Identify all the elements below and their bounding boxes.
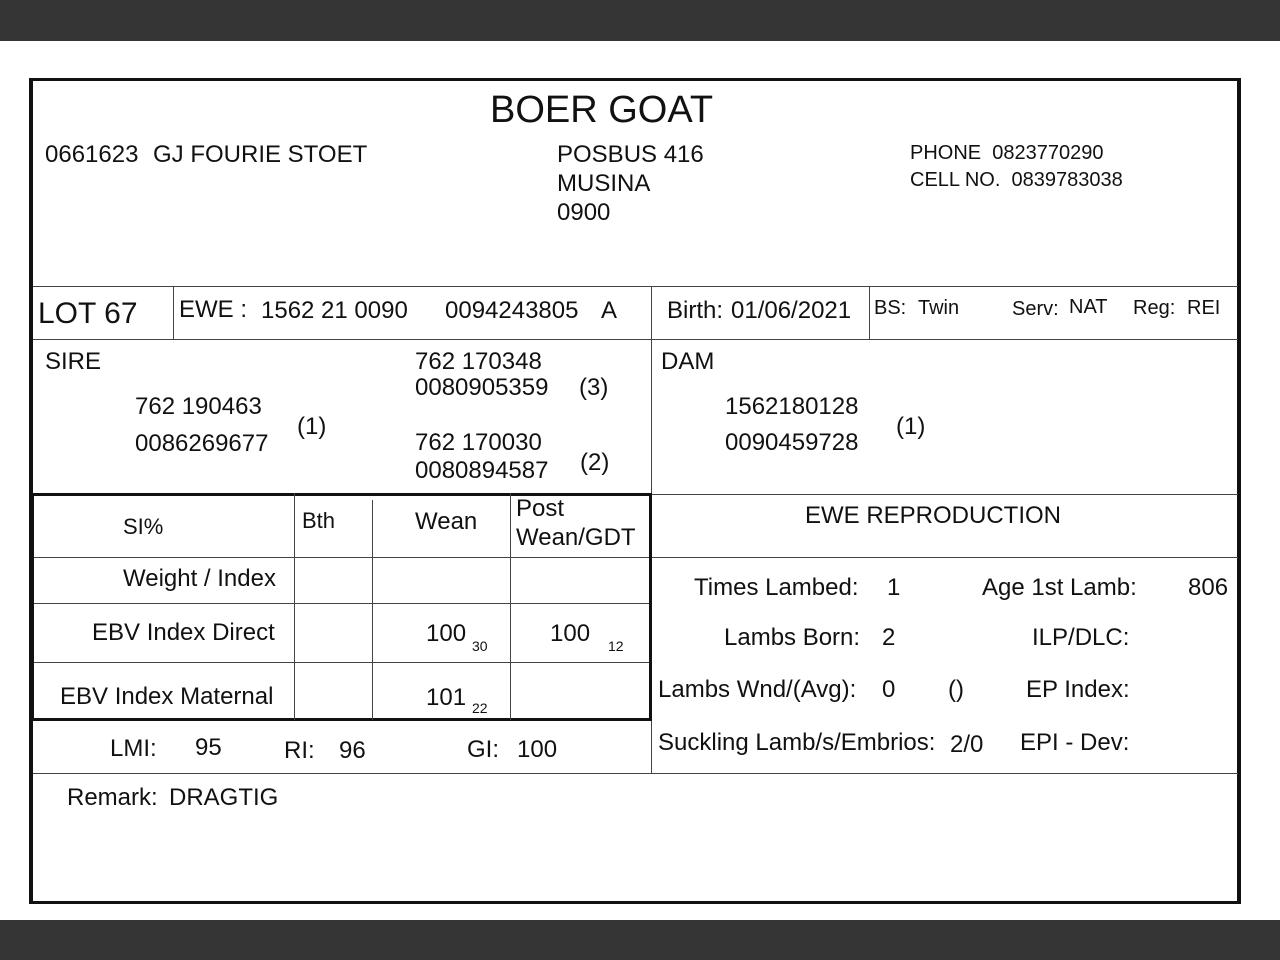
sire-registration: 0086269677 — [135, 430, 269, 457]
phone: PHONE 0823770290 — [910, 142, 1104, 164]
direct-wean-value: 100 — [426, 620, 467, 647]
suckling-value: 2/0 — [950, 731, 984, 758]
remark-value: DRAGTIG — [169, 784, 279, 811]
top-bar — [0, 0, 1280, 41]
divider-line — [33, 286, 1238, 287]
address-line-2: MUSINA — [557, 170, 651, 197]
sire-sire-grade: (3) — [579, 374, 609, 401]
ewe-id: 1562 21 0090 — [261, 297, 408, 324]
lambs-weaned-value: 0 — [882, 676, 896, 703]
times-lambed-label: Times Lambed: — [694, 574, 859, 601]
sire-sire-id: 762 170348 — [415, 348, 542, 375]
times-lambed-value: 1 — [887, 574, 901, 601]
table-border — [31, 493, 34, 721]
col-header-wean: Wean — [415, 508, 478, 535]
divider-line — [33, 339, 1238, 340]
lmi-label: LMI: — [110, 735, 157, 762]
direct-post-value: 100 — [550, 620, 591, 647]
ewe-label: EWE : — [179, 296, 248, 323]
divider-line — [173, 286, 174, 339]
suckling-label: Suckling Lamb/s/Embrios: — [658, 729, 936, 756]
divider-line — [294, 493, 295, 720]
serv-value: NAT — [1069, 296, 1108, 318]
card-title: BOER GOAT — [490, 89, 714, 131]
cell-number: CELL NO. 0839783038 — [910, 169, 1123, 191]
breeder-number: 0661623 — [45, 141, 139, 168]
row-label-weight: Weight / Index — [123, 565, 276, 592]
table-border — [649, 493, 652, 721]
col-header-post: Post — [516, 495, 565, 522]
col-header-bth: Bth — [302, 508, 336, 533]
divider-line — [33, 662, 650, 663]
goat-card — [29, 78, 1241, 904]
sire-dam-id: 762 170030 — [415, 429, 542, 456]
birth-date: 01/06/2021 — [731, 297, 852, 324]
divider-line — [510, 493, 511, 720]
row-label-maternal: EBV Index Maternal — [60, 683, 274, 710]
maternal-wean-accuracy: 22 — [472, 700, 488, 716]
col-header-post-wean: Wean/GDT — [516, 524, 636, 551]
ri-label: RI: — [284, 737, 315, 764]
divider-line — [372, 500, 373, 720]
row-label-direct: EBV Index Direct — [92, 619, 275, 646]
maternal-wean-value: 101 — [426, 684, 467, 711]
age-first-lamb-label: Age 1st Lamb: — [982, 574, 1137, 601]
address-line-1: POSBUS 416 — [557, 141, 704, 168]
lambs-born-value: 2 — [882, 624, 896, 651]
gi-value: 100 — [517, 736, 558, 763]
col-header-si: SI% — [123, 514, 164, 539]
ri-value: 96 — [339, 737, 366, 764]
serv-label: Serv: — [1012, 298, 1059, 320]
remark-label: Remark: — [67, 784, 158, 811]
dam-registration: 0090459728 — [725, 429, 859, 456]
bs-value: Twin — [918, 297, 960, 319]
bottom-bar — [0, 920, 1280, 960]
divider-line — [33, 603, 650, 604]
divider-line — [33, 557, 1238, 558]
sire-label: SIRE — [45, 348, 102, 375]
gi-label: GI: — [467, 736, 500, 763]
dam-id: 1562180128 — [725, 393, 859, 420]
dam-grade: (1) — [896, 413, 926, 440]
ewe-registration: 0094243805 — [445, 297, 579, 324]
age-first-lamb-value: 806 — [1188, 574, 1229, 601]
sire-id: 762 190463 — [135, 393, 262, 420]
sire-dam-registration: 0080894587 — [415, 457, 549, 484]
sire-sire-registration: 0080905359 — [415, 374, 549, 401]
address-line-3: 0900 — [557, 199, 611, 226]
ep-index-label: EP Index: — [1026, 676, 1130, 703]
lot-number: LOT 67 — [38, 297, 138, 330]
lmi-value: 95 — [195, 734, 222, 761]
birth-label: Birth: — [667, 297, 724, 324]
lambs-weaned-label: Lambs Wnd/(Avg): — [658, 676, 857, 703]
sire-grade: (1) — [297, 413, 327, 440]
ewe-grade: A — [601, 297, 618, 324]
reg-label: Reg: — [1133, 297, 1176, 319]
reproduction-title: EWE REPRODUCTION — [805, 502, 1062, 529]
lambs-born-label: Lambs Born: — [724, 624, 861, 651]
divider-line — [652, 494, 1238, 495]
lambs-weaned-avg: () — [948, 676, 964, 703]
breeder-name: GJ FOURIE STOET — [153, 141, 368, 168]
table-border — [31, 718, 652, 721]
divider-line — [869, 286, 870, 339]
divider-line — [33, 773, 1238, 774]
bs-label: BS: — [874, 297, 907, 319]
reg-value: REI — [1187, 297, 1221, 319]
direct-wean-accuracy: 30 — [472, 638, 488, 654]
sire-dam-grade: (2) — [580, 449, 610, 476]
direct-post-accuracy: 12 — [608, 638, 624, 654]
ilp-dlc-label: ILP/DLC: — [1032, 624, 1130, 651]
dam-label: DAM — [661, 348, 715, 375]
epi-dev-label: EPI - Dev: — [1020, 729, 1130, 756]
